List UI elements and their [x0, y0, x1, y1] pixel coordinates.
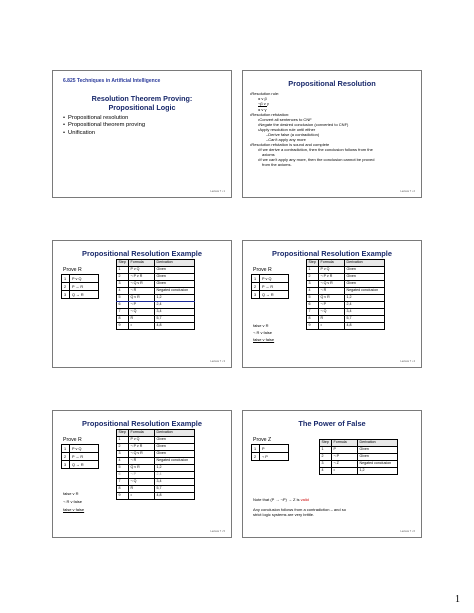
- given-table: 1 P v Q 2 P → R 3 Q → R: [61, 444, 99, 469]
- table-row: 4 ¬ R Negated conclusion: [117, 458, 195, 465]
- table-row: 6 ¬ P 2,4: [117, 302, 195, 309]
- slide-footer: Lecture 7 • 2: [400, 190, 415, 193]
- slide-footer: Lecture 7 • 3: [210, 360, 225, 363]
- table-row: 8 R 5,7: [307, 316, 385, 323]
- table-row: 3 ¬ Z Negated conclusion: [320, 461, 398, 468]
- slide-4: [242, 240, 422, 368]
- topic-item: • Propositional theorem proving: [63, 122, 145, 129]
- table-row: 8 R 5,7: [117, 316, 195, 323]
- prove-goal: Prove R: [63, 437, 82, 443]
- given-table: 1 P v Q 2 P → R 3 Q → R: [251, 274, 289, 299]
- slide-5: [52, 410, 232, 538]
- table-row: 8 R 5,7: [117, 486, 195, 493]
- derivation-table: Step Formula Derivation 1 P v Q Given 2 ¬ P v R Given 3 ¬ Q v R Given 4 ¬ R Negated conclusion 5 Q v R 1,2 6 ¬ P 2,4 7 ¬ Q 3,4 8 R 5,7 9 • 4,8: [116, 259, 195, 330]
- table-row: 3 ¬ Q v R Given: [117, 451, 195, 458]
- prove-goal: Prove Z: [253, 437, 272, 443]
- table-row: 3 ¬ Q v R Given: [307, 281, 385, 288]
- given-table: 1 P v Q 2 P → R 3 Q → R: [61, 274, 99, 299]
- table-row: 6 ¬ P 2,4: [307, 302, 385, 309]
- slide-6-title: The Power of False: [298, 419, 366, 428]
- slide-2-title: Propositional Resolution: [288, 79, 376, 88]
- slide-4-title: Propositional Resolution Example: [272, 249, 392, 258]
- valid-word: valid: [300, 497, 309, 502]
- topic-list: [63, 115, 145, 137]
- table-row: 7 ¬ Q 3,4: [117, 309, 195, 316]
- table-row: 1 P Given: [320, 447, 398, 454]
- slide-footer: Lecture 7 • 6: [400, 530, 415, 533]
- course-title: 6.825 Techniques in Artificial Intelligence: [63, 78, 161, 84]
- table-row: 5 Q v R 1,2: [307, 295, 385, 302]
- topic-item: • Propositional resolution: [63, 115, 145, 122]
- table-row: 2 ¬ P v R Given: [117, 274, 195, 281]
- side-derivation: false v R ¬ R v false false v false: [63, 491, 85, 512]
- slide-footer: Lecture 7 • 5: [210, 530, 225, 533]
- validity-note: Note that (P → ¬P) → Z is valid: [253, 497, 309, 502]
- side-derivation: false v R ¬ R v false false v false: [253, 323, 275, 342]
- slide-footer: Lecture 7 • 1: [210, 190, 225, 193]
- table-row: 1 P v Q Given: [117, 437, 195, 444]
- slide-3: [52, 240, 232, 368]
- slide-1-title: Resolution Theorem Proving: Propositional Logic: [91, 94, 193, 112]
- resolution-bullets: • Resolution rule: α v β ¬β v γ α v γ • Resolution refutation: • Convert all sentences to CNF • Negate the desired conclusion (converted to CNF) • Apply resolution rule until either – Derive false (a contradiction) – Can't apply any more • Resolution refutation is sound and complete • If we derive a contradiction, then the conclusion follows from the axioms • If we can't apply any more, then the conclusion cannot be proved from the axioms.: [250, 91, 418, 167]
- table-row: 7 ¬ Q 3,4: [307, 309, 385, 316]
- table-row: 9 • 4,8: [117, 493, 195, 500]
- derivation-table: Step Formula Derivation 1 P v Q Given 2 ¬ P v R Given 3 ¬ Q v R Given 4 ¬ R Negated conclusion 5 Q v R 1,2 6 ¬ P 2,4 7 ¬ Q 3,4 8 R 5,7 9 • 4,8: [116, 429, 195, 500]
- slide-1: [52, 70, 232, 198]
- table-row: 5 Q v R 1,2: [117, 465, 195, 472]
- table-row: 1 P v Q Given: [117, 267, 195, 274]
- slide-5-title: Propositional Resolution Example: [82, 419, 202, 428]
- slide-footer: Lecture 7 • 4: [400, 360, 415, 363]
- slide-2: [242, 70, 422, 198]
- conclusion-note: Any conclusion follows from a contradiction – and so strict logic systems are very brittle.: [253, 507, 346, 517]
- prove-goal: Prove R: [253, 267, 272, 273]
- prove-goal: Prove R: [63, 267, 82, 273]
- table-row: 4 • 1,2: [320, 468, 398, 475]
- table-row: 2 ¬ P v R Given: [307, 274, 385, 281]
- table-row: 7 ¬ Q 3,4: [117, 479, 195, 486]
- table-row: 5 Q v R 1,2: [117, 295, 195, 302]
- table-row: 4 ¬ R Negated conclusion: [117, 288, 195, 295]
- slide-6: [242, 410, 422, 538]
- derivation-table: Step Formula Derivation 1 P v Q Given 2 ¬ P v R Given 3 ¬ Q v R Given 4 ¬ R Negated conclusion 5 Q v R 1,2 6 ¬ P 2,4 7 ¬ Q 3,4 8 R 5,7 9 • 4,8: [306, 259, 385, 330]
- table-row: 4 ¬ R Negated conclusion: [307, 288, 385, 295]
- table-row: 1 P v Q Given: [307, 267, 385, 274]
- given-table: 1 P 2 ¬ P: [251, 444, 289, 461]
- table-row: 6 ¬ P 2,4: [117, 472, 195, 479]
- table-row: 2 ¬ P Given: [320, 454, 398, 461]
- page-number: 1: [455, 594, 460, 605]
- table-row: 9 • 4,8: [117, 323, 195, 330]
- slide-3-title: Propositional Resolution Example: [82, 249, 202, 258]
- topic-item: • Unification: [63, 130, 145, 137]
- table-row: 3 ¬ Q v R Given: [117, 281, 195, 288]
- table-row: 9 • 4,8: [307, 323, 385, 330]
- derivation-table: Step Formula Derivation 1 P Given 2 ¬ P Given 3 ¬ Z Negated conclusion 4 • 1,2: [319, 439, 398, 475]
- table-row: 2 ¬ P v R Given: [117, 444, 195, 451]
